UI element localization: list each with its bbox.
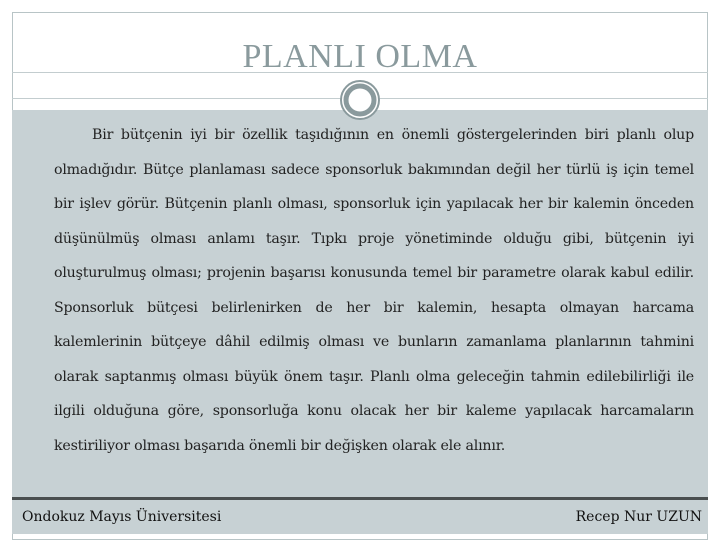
footer-author: Recep Nur UZUN [575,509,702,525]
body-paragraph: Bir bütçenin iyi bir özellik taşıdığının en önemli göstergelerinden biri planlı olup olmadığıdır. Bütçe planlaması sadece sponsorluk bakımından değil her türlü iş için temel bir işlev görür. Bütçenin planlı olması, sponsorluk için yapılacak her bir kalemin önceden düşünülmüş olması anlamı taşır. Tıpkı proje yönetiminde olduğu gibi, bütçenin iyi oluşturulmuş olması; projenin başarısı konusunda temel bir parametre olarak kabul edilir. Sponsorluk bütçesi belirlenirken de her bir kalemin, hesapta olmayan harcama kalemlerinin bütçeye dâhil edilmiş olması ve bunların zamanlama planlarının tahmini olarak saptanmış olması büyük önem taşır. Planlı olma geleceğin tahmin edilebilirliği ile ilgili olduğuna göre, sponsorluğa konu olacak her bir kaleme yapılacak harcamaların kestiriliyor olması başarıda önemli bir değişken olarak ele alınır. [54,127,694,454]
footer-institution: Ondokuz Mayıs Üniversitesi [22,509,222,525]
slide-title: PLANLI OLMA [242,38,478,75]
content-area [12,110,708,497]
title-rule-top [12,72,708,73]
footer-bar [12,497,708,534]
circle-ornament-icon [340,80,380,120]
